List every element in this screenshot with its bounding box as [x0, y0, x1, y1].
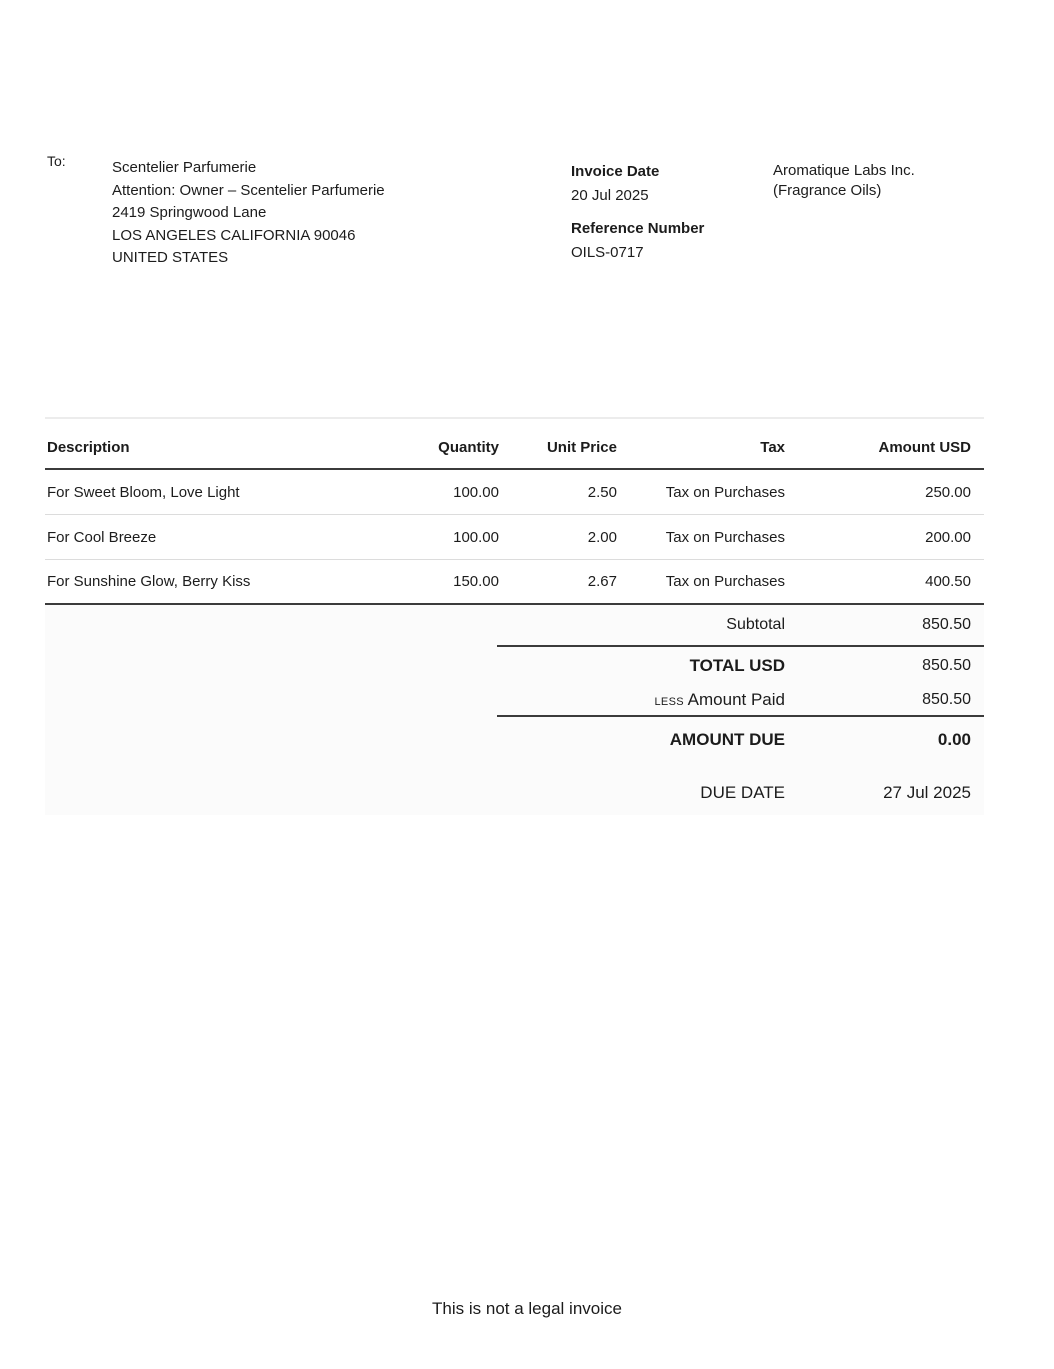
- reference-number-value: OILS-0717: [571, 244, 644, 261]
- table-row: [45, 470, 984, 515]
- amount-due-label: AMOUNT DUE: [669, 729, 785, 749]
- recipient-city: LOS ANGELES CALIFORNIA 90046: [112, 226, 356, 244]
- less-label: LESS: [654, 695, 684, 708]
- table-row: [45, 560, 984, 603]
- total-usd-label: TOTAL USD: [689, 655, 785, 675]
- cell-unit-price: 2.00: [587, 528, 617, 546]
- reference-number-label: Reference Number: [571, 220, 705, 237]
- column-header-unit-price: Unit Price: [546, 438, 617, 456]
- cell-description: For Sweet Bloom, Love Light: [47, 483, 240, 501]
- table-header-row: [45, 417, 984, 470]
- cell-description: For Cool Breeze: [47, 528, 157, 546]
- supplier-name: Aromatique Labs Inc.: [773, 162, 915, 179]
- cell-description: For Sunshine Glow, Berry Kiss: [47, 573, 251, 590]
- to-label: To:: [47, 153, 66, 169]
- recipient-country: UNITED STATES: [112, 249, 229, 266]
- column-header-tax: Tax: [760, 438, 785, 456]
- subtotal-value: 850.50: [922, 616, 971, 633]
- invoice-date-group: [571, 163, 704, 204]
- total-row: [45, 647, 984, 684]
- total-usd-value: 850.50: [922, 656, 971, 674]
- cell-amount: 250.00: [925, 483, 971, 501]
- due-date-value: 27 Jul 2025: [883, 783, 971, 802]
- supplier-block: [773, 161, 915, 200]
- due-date-label: DUE DATE: [700, 783, 785, 802]
- cell-amount: 400.50: [925, 573, 971, 590]
- table-row: [45, 515, 984, 560]
- subtotal-row: [45, 605, 984, 645]
- amount-paid-label: [45, 690, 785, 710]
- cell-tax: Tax on Purchases: [665, 528, 785, 546]
- cell-unit-price: 2.67: [587, 573, 617, 590]
- cell-quantity: 150.00: [453, 573, 499, 590]
- recipient-name: Scentelier Parfumerie: [112, 159, 257, 176]
- totals-section: [45, 605, 984, 815]
- amount-paid-row: [45, 684, 984, 715]
- cell-unit-price: 2.50: [587, 483, 617, 501]
- column-header-amount-usd: Amount USD: [878, 438, 971, 456]
- supplier-subtitle: (Fragrance Oils): [773, 181, 882, 199]
- invoice-meta-block: [571, 163, 704, 261]
- legal-disclaimer: This is not a legal invoice: [432, 1299, 622, 1318]
- cell-amount: 200.00: [925, 528, 971, 546]
- subtotal-label: Subtotal: [726, 616, 785, 633]
- cell-tax: Tax on Purchases: [665, 573, 785, 590]
- invoice-date-value: 20 Jul 2025: [571, 187, 649, 204]
- reference-number-group: [571, 220, 704, 261]
- due-date-row: [45, 771, 984, 815]
- invoice-date-label: Invoice Date: [571, 163, 660, 180]
- column-header-quantity: Quantity: [438, 438, 499, 456]
- amount-paid-value: 850.50: [922, 690, 971, 708]
- recipient-attention: Attention: Owner – Scentelier Parfumerie: [112, 181, 385, 199]
- amount-paid-text: Amount Paid: [687, 689, 785, 709]
- amount-due-row: [45, 717, 984, 762]
- column-header-description: Description: [47, 438, 130, 456]
- cell-quantity: 100.00: [453, 528, 499, 546]
- cell-quantity: 100.00: [453, 483, 499, 501]
- recipient-street: 2419 Springwood Lane: [112, 204, 267, 221]
- recipient-address-block: [112, 157, 385, 270]
- amount-due-value: 0.00: [937, 729, 971, 749]
- line-items-table: [45, 417, 984, 815]
- cell-tax: Tax on Purchases: [665, 483, 785, 501]
